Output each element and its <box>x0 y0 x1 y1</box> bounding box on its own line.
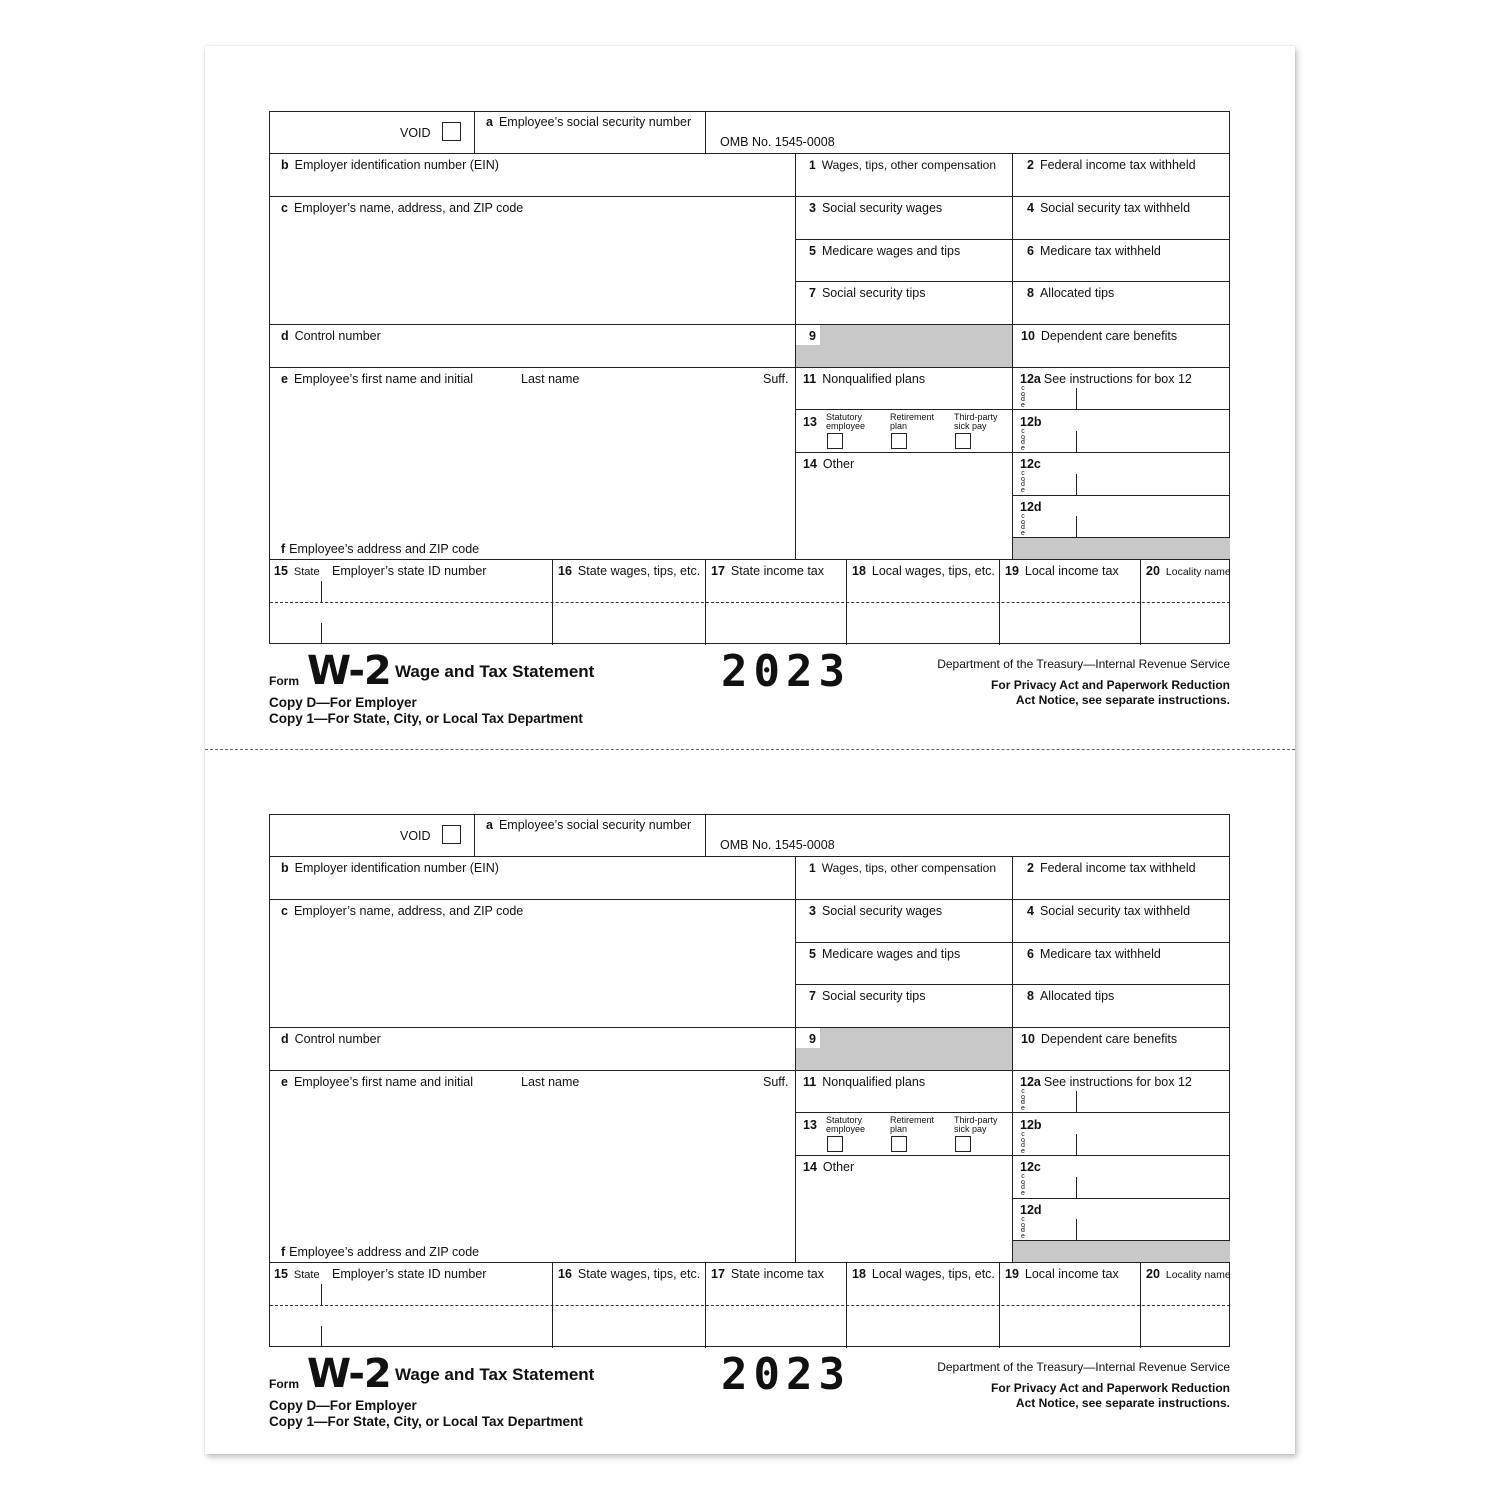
form-title: Wage and Tax Statement <box>395 662 595 681</box>
rule <box>321 1284 322 1305</box>
rule <box>1076 1177 1077 1198</box>
third-party-sick-pay-checkbox[interactable] <box>955 433 971 449</box>
retirement-plan-checkbox[interactable] <box>891 1136 907 1152</box>
box4-label: 4 Social security tax withheld <box>1027 904 1191 918</box>
box18-label: 18 Local wages, tips, etc. <box>852 564 995 578</box>
irs-department: Department of the Treasury—Internal Revenue Service <box>937 1360 1230 1374</box>
void-checkbox[interactable] <box>442 825 461 844</box>
rule <box>846 559 847 645</box>
box2-label: 2 Federal income tax withheld <box>1027 861 1196 875</box>
box11-label: 11 Nonqualified plans <box>803 372 926 386</box>
box17-label: 17 State income tax <box>711 564 825 578</box>
rule <box>270 899 1230 900</box>
box-a-label: a Employee’s social security number <box>486 115 692 129</box>
box15-label: 15 State <box>274 1267 320 1281</box>
rule <box>846 1262 847 1348</box>
box6-label: 6 Medicare tax withheld <box>1027 244 1161 258</box>
form-number: W-2 <box>307 648 391 694</box>
void-label: VOID <box>400 126 431 140</box>
box13-retirement-label: Retirement plan <box>890 412 935 431</box>
copy-1-label: Copy 1—For State, City, or Local Tax Department <box>269 1414 583 1429</box>
rule <box>552 559 553 645</box>
box3-label: 3 Social security wages <box>809 201 943 215</box>
box16-label: 16 State wages, tips, etc. <box>558 1267 701 1281</box>
rule <box>1076 474 1077 495</box>
box15-state-id-label: Employer’s state ID number <box>332 1267 487 1281</box>
box13-statutory-label: Statutory employee <box>826 1115 866 1134</box>
box12b-label: 12b <box>1020 1118 1042 1132</box>
box12c-code-label: c o d e <box>1021 470 1025 494</box>
box14-label: 14 Other <box>803 457 855 471</box>
box13-thirdparty-label: Third-party sick pay <box>954 1115 998 1134</box>
box-f-label: f Employee’s address and ZIP code <box>281 1245 480 1259</box>
box9-label: 9 <box>809 1032 816 1046</box>
rule <box>705 815 706 856</box>
w2-form-copy-top <box>269 111 1230 731</box>
rule <box>1076 388 1077 409</box>
box13-statutory-label: Statutory employee <box>826 412 866 431</box>
box-e-suffix: Suff. <box>763 372 789 386</box>
rule <box>474 815 475 856</box>
box15-state-id-label: Employer’s state ID number <box>332 564 487 578</box>
box12d-code-label: c o d e <box>1021 1216 1025 1240</box>
box-e-label: e Employee’s first name and initial <box>281 372 473 386</box>
box1-label: 1 Wages, tips, other compensation <box>809 158 996 172</box>
box1-label: 1 Wages, tips, other compensation <box>809 861 996 875</box>
rule <box>705 559 706 645</box>
box5-label: 5 Medicare wages and tips <box>809 947 961 961</box>
box-e-last-name: Last name <box>521 1075 580 1089</box>
box9-shade <box>795 1028 1012 1070</box>
box-c-label: c Employer’s name, address, and ZIP code <box>281 904 524 918</box>
dashed-rule <box>270 1305 1230 1306</box>
copy-d-label: Copy D—For Employer <box>269 695 417 710</box>
form-number: W-2 <box>307 1351 391 1397</box>
copy-1-label: Copy 1—For State, City, or Local Tax Department <box>269 711 583 726</box>
box19-label: 19 Local income tax <box>1005 1267 1119 1281</box>
omb-number: OMB No. 1545-0008 <box>720 135 835 149</box>
box16-label: 16 State wages, tips, etc. <box>558 564 701 578</box>
w2-form-copy-bottom <box>269 814 1230 1434</box>
rule <box>321 1326 322 1347</box>
box-b-label: b Employer identification number (EIN) <box>281 158 499 172</box>
box12b-code-label: c o d e <box>1021 428 1025 452</box>
box12c-label: 12c <box>1020 457 1041 471</box>
box10-label: 10 Dependent care benefits <box>1021 1032 1178 1046</box>
rule <box>270 1262 1230 1263</box>
rule <box>270 324 1230 325</box>
box7-label: 7 Social security tips <box>809 989 926 1003</box>
box20-label: 20 Locality name <box>1146 1267 1231 1281</box>
box19-label: 19 Local income tax <box>1005 564 1119 578</box>
rule <box>1140 559 1141 645</box>
rule <box>270 153 1230 154</box>
rule <box>270 196 1230 197</box>
rule <box>1012 856 1013 1262</box>
box-b-label: b Employer identification number (EIN) <box>281 861 499 875</box>
form-grid <box>269 814 1230 1347</box>
form-title: Wage and Tax Statement <box>395 1365 595 1384</box>
box7-label: 7 Social security tips <box>809 286 926 300</box>
retirement-plan-checkbox[interactable] <box>891 433 907 449</box>
box12a-label: 12a See instructions for box 12 <box>1020 372 1192 386</box>
box12-shade <box>1012 538 1230 559</box>
box-d-label: d Control number <box>281 329 381 343</box>
irs-department: Department of the Treasury—Internal Revenue Service <box>937 657 1230 671</box>
box9-shade <box>795 325 1012 367</box>
rule <box>999 559 1000 645</box>
box-e-suffix: Suff. <box>763 1075 789 1089</box>
rule <box>795 153 796 559</box>
void-checkbox[interactable] <box>442 122 461 141</box>
box20-label: 20 Locality name <box>1146 564 1231 578</box>
rule <box>1012 495 1230 496</box>
rule <box>1012 537 1230 538</box>
box13-retirement-label: Retirement plan <box>890 1115 935 1134</box>
box14-label: 14 Other <box>803 1160 855 1174</box>
box12d-label: 12d <box>1020 500 1042 514</box>
rule <box>474 112 475 153</box>
box12d-label: 12d <box>1020 1203 1042 1217</box>
box11-label: 11 Nonqualified plans <box>803 1075 926 1089</box>
rule <box>1076 516 1077 537</box>
box18-label: 18 Local wages, tips, etc. <box>852 1267 995 1281</box>
footer-form-word: Form <box>269 674 299 688</box>
box12b-code-label: c o d e <box>1021 1131 1025 1155</box>
box8-label: 8 Allocated tips <box>1027 989 1115 1003</box>
box-d-label: d Control number <box>281 1032 381 1046</box>
box12d-code-label: c o d e <box>1021 513 1025 537</box>
rule <box>1012 1198 1230 1199</box>
rule <box>1140 1262 1141 1348</box>
rule <box>795 856 796 1262</box>
privacy-notice: For Privacy Act and Paperwork Reduction Act Notice, see separate instructions. <box>991 1381 1230 1410</box>
rule <box>1012 153 1013 559</box>
tax-year: 2023 <box>721 1349 851 1400</box>
box17-label: 17 State income tax <box>711 1267 825 1281</box>
box13-label: 13 <box>803 1118 817 1132</box>
rule <box>321 623 322 644</box>
box6-label: 6 Medicare tax withheld <box>1027 947 1161 961</box>
rule <box>1076 1134 1077 1155</box>
rule <box>270 559 1230 560</box>
box8-label: 8 Allocated tips <box>1027 286 1115 300</box>
copy-d-label: Copy D—For Employer <box>269 1398 417 1413</box>
box4-label: 4 Social security tax withheld <box>1027 201 1191 215</box>
rule <box>270 1070 1230 1071</box>
box9-label: 9 <box>809 329 816 343</box>
rule <box>1076 431 1077 452</box>
rule <box>705 1262 706 1348</box>
box2-label: 2 Federal income tax withheld <box>1027 158 1196 172</box>
box-e-label: e Employee’s first name and initial <box>281 1075 473 1089</box>
box12b-label: 12b <box>1020 415 1042 429</box>
box10-label: 10 Dependent care benefits <box>1021 329 1178 343</box>
box-f-label: f Employee’s address and ZIP code <box>281 542 480 556</box>
third-party-sick-pay-checkbox[interactable] <box>955 1136 971 1152</box>
rule <box>1076 1219 1077 1240</box>
box13-thirdparty-label: Third-party sick pay <box>954 412 998 431</box>
rule <box>999 1262 1000 1348</box>
box13-label: 13 <box>803 415 817 429</box>
rule <box>270 856 1230 857</box>
tax-year: 2023 <box>721 646 851 697</box>
dashed-rule <box>270 602 1230 603</box>
box12a-code-label: c o d e <box>1021 1088 1025 1112</box>
void-label: VOID <box>400 829 431 843</box>
form-grid <box>269 111 1230 644</box>
box12c-label: 12c <box>1020 1160 1041 1174</box>
box15-label: 15 State <box>274 564 320 578</box>
statutory-employee-checkbox[interactable] <box>827 1136 843 1152</box>
box5-label: 5 Medicare wages and tips <box>809 244 961 258</box>
box-c-label: c Employer’s name, address, and ZIP code <box>281 201 524 215</box>
rule <box>270 1027 1230 1028</box>
box12a-label: 12a See instructions for box 12 <box>1020 1075 1192 1089</box>
box12-shade <box>1012 1241 1230 1262</box>
rule <box>1076 1091 1077 1112</box>
rule <box>1012 1240 1230 1241</box>
rule <box>321 581 322 602</box>
rule <box>552 1262 553 1348</box>
footer-form-word: Form <box>269 1377 299 1391</box>
rule <box>270 367 1230 368</box>
box3-label: 3 Social security wages <box>809 904 943 918</box>
box12c-code-label: c o d e <box>1021 1173 1025 1197</box>
statutory-employee-checkbox[interactable] <box>827 433 843 449</box>
perforation-line <box>205 749 1295 750</box>
box-e-last-name: Last name <box>521 372 580 386</box>
box-a-label: a Employee’s social security number <box>486 818 692 832</box>
rule <box>705 112 706 153</box>
box12a-code-label: c o d e <box>1021 385 1025 409</box>
privacy-notice: For Privacy Act and Paperwork Reduction Act Notice, see separate instructions. <box>991 678 1230 707</box>
omb-number: OMB No. 1545-0008 <box>720 838 835 852</box>
